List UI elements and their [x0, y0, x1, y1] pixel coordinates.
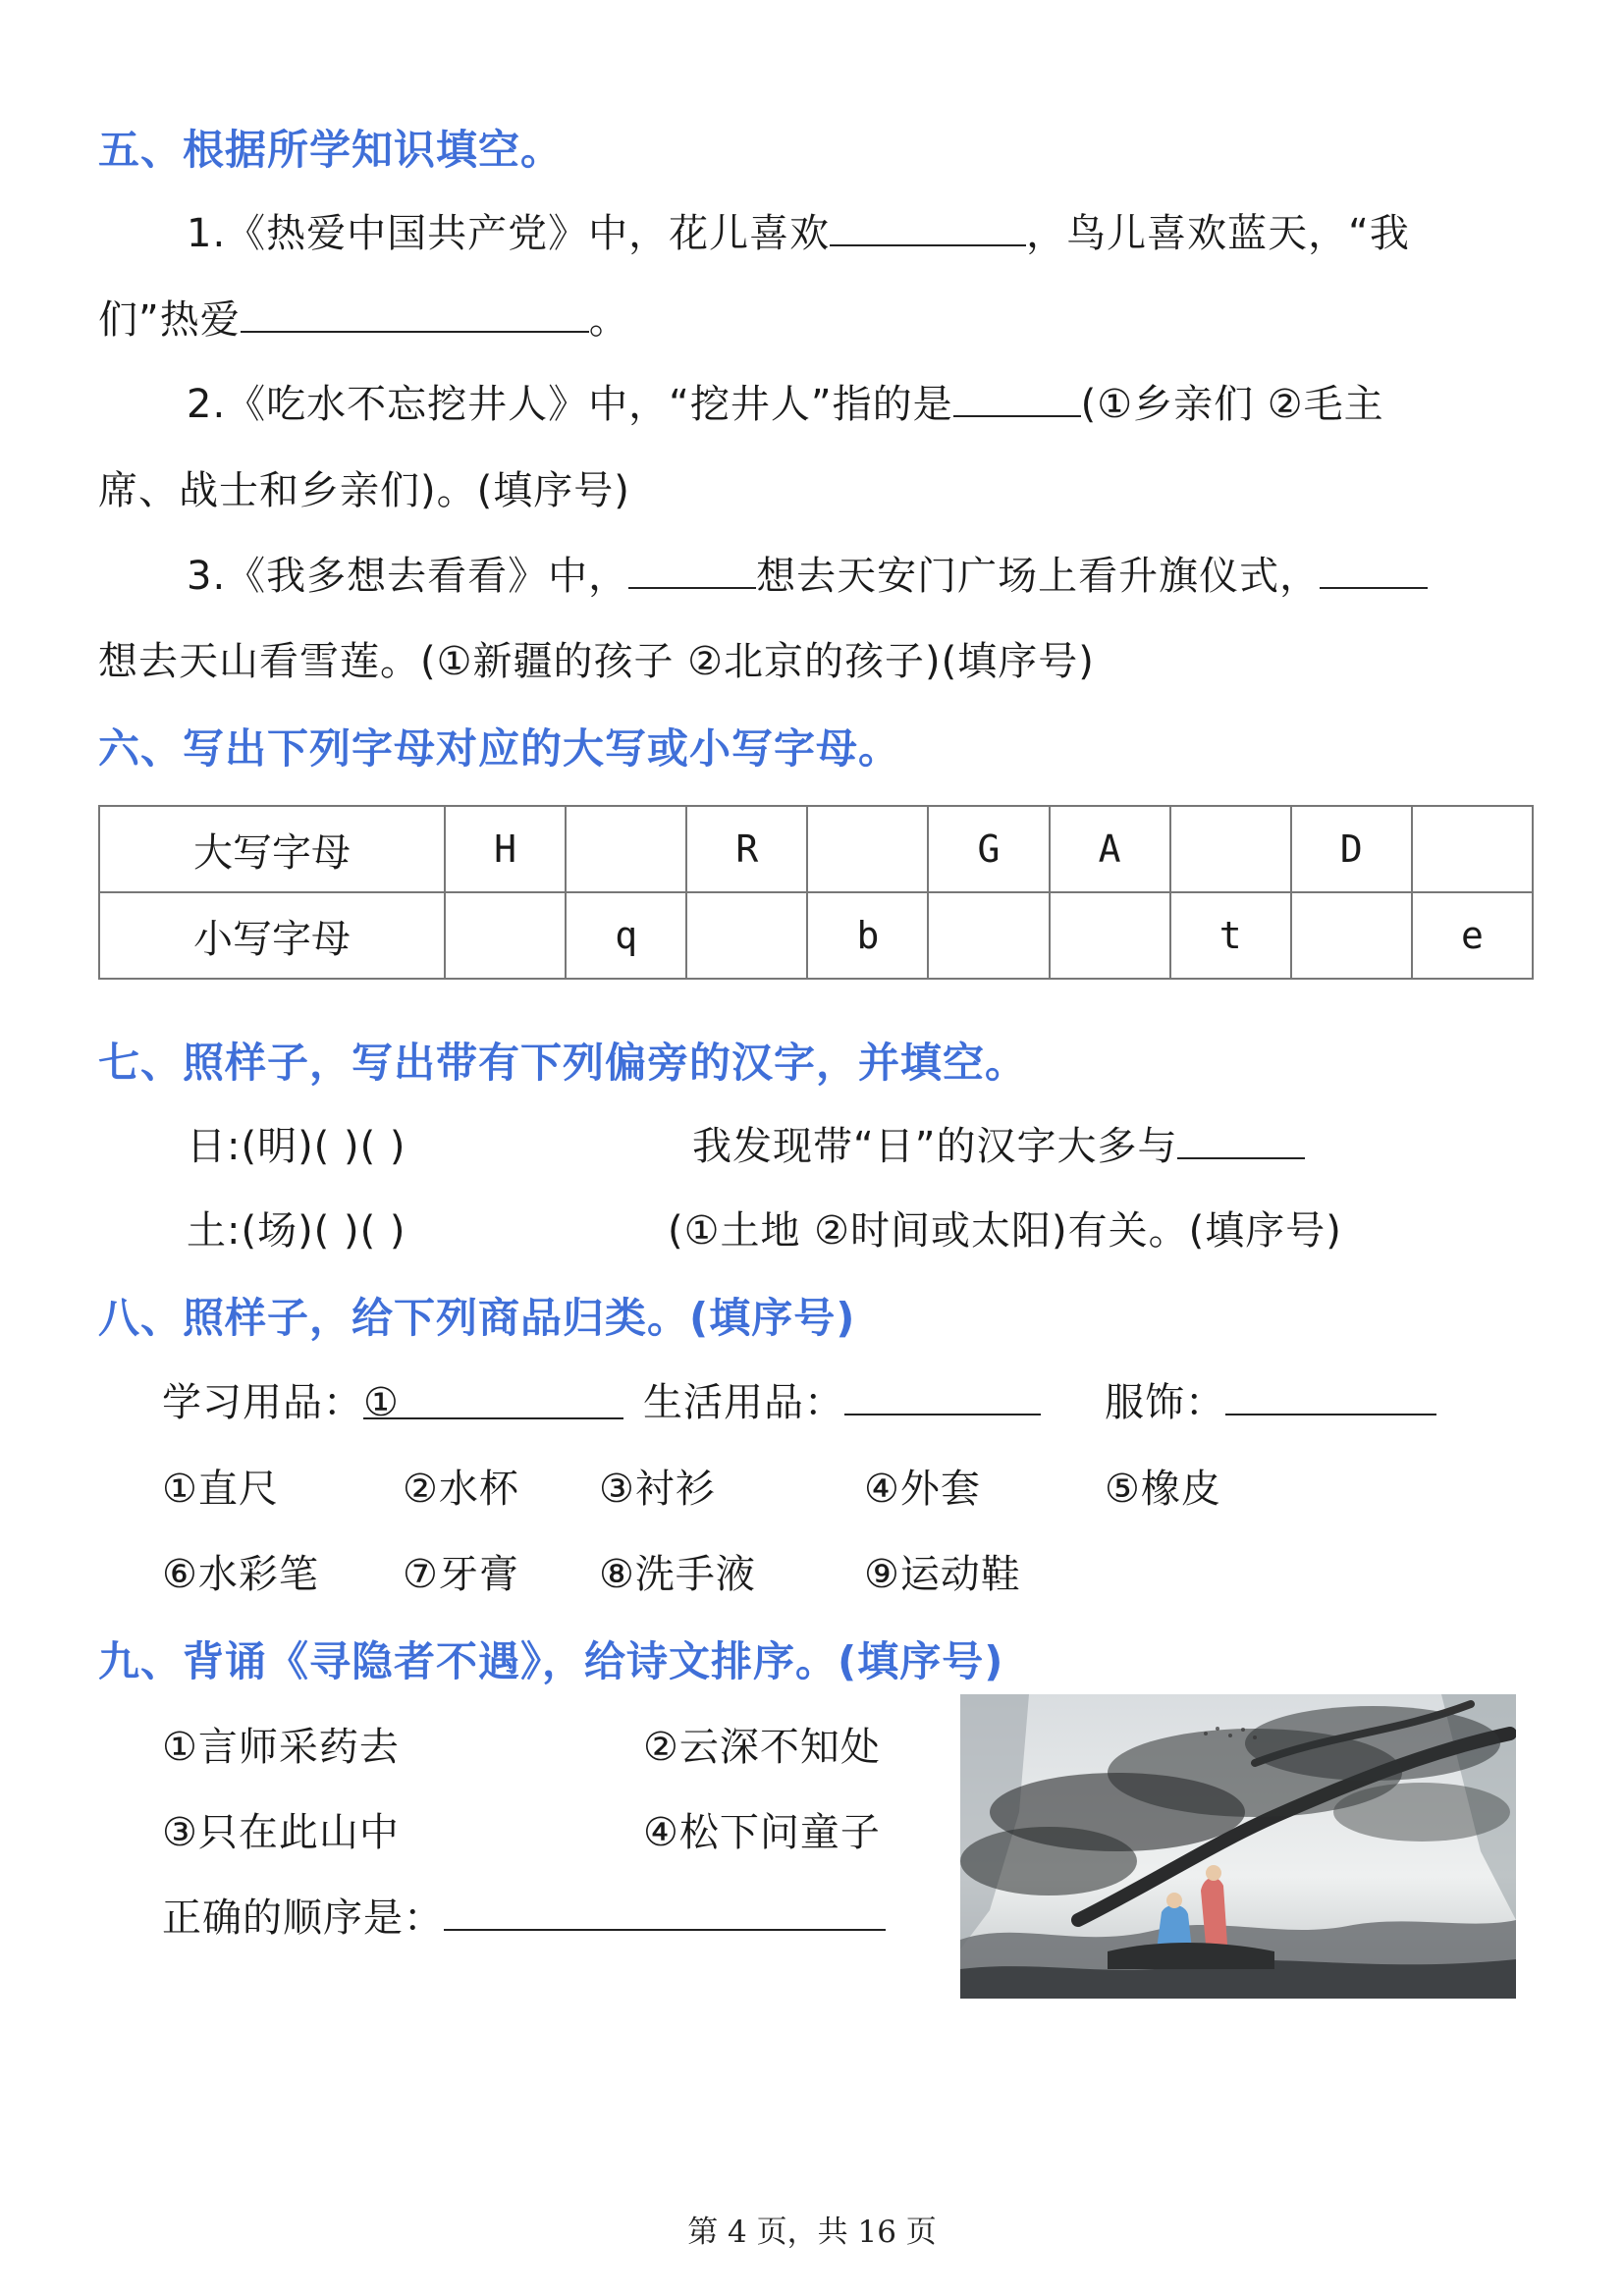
letter-cell[interactable]	[807, 806, 928, 892]
item-8: ⑧洗手液	[599, 1552, 756, 1597]
poem-line-3: ③只在此山中	[162, 1810, 400, 1855]
answer-blank-daily[interactable]	[844, 1376, 1041, 1415]
poem-line-2: ②云深不知处	[643, 1725, 881, 1770]
letter-cell[interactable]: G	[928, 806, 1049, 892]
radical-row-earth: 土:(场)( )( )	[187, 1208, 406, 1254]
row-label-lower: 小写字母	[99, 892, 445, 979]
category-study: 学习用品：①	[162, 1371, 623, 1427]
question-5-2: 2.《吃水不忘挖井人》中，“挖井人”指的是 (①乡亲们 ②毛主	[187, 373, 1384, 429]
letter-cell[interactable]	[1291, 892, 1412, 979]
row-label-upper: 大写字母	[99, 806, 445, 892]
answer-blank-study[interactable]: ①	[363, 1380, 623, 1419]
letter-cell[interactable]: e	[1412, 892, 1533, 979]
answer-blank[interactable]	[830, 207, 1026, 246]
question-5-1-cont: 们”热爱 。	[98, 289, 629, 345]
letter-cell[interactable]	[1170, 806, 1291, 892]
section-8-heading: 八、照样子，给下列商品归类。(填序号)	[98, 1294, 856, 1342]
item-5: ⑤橡皮	[1105, 1467, 1221, 1512]
table-row-lower	[99, 892, 1533, 979]
question-5-3: 3.《我多想去看看》中， 想去天安门广场上看升旗仪式，	[187, 545, 1428, 601]
answer-blank[interactable]	[953, 378, 1081, 417]
section-9-heading: 九、背诵《寻隐者不遇》，给诗文排序。(填序号)	[98, 1637, 1004, 1685]
category-daily: 生活用品：	[643, 1371, 1041, 1427]
answer-blank[interactable]	[1177, 1120, 1305, 1159]
letter-cell[interactable]	[1412, 806, 1533, 892]
radical-options: (①土地 ②时间或太阳)有关。(填序号)	[668, 1208, 1342, 1254]
section-6-heading: 六、写出下列字母对应的大写或小写字母。	[98, 724, 901, 773]
letter-cell[interactable]	[1050, 892, 1170, 979]
question-5-3-cont: 想去天山看雪莲。(①新疆的孩子 ②北京的孩子)(填序号)	[98, 639, 1095, 684]
section-5-heading: 五、根据所学知识填空。	[98, 126, 564, 174]
poem-line-1: ①言师采药去	[162, 1725, 400, 1770]
question-5-1: 1.《热爱中国共产党》中，花儿喜欢 ，鸟儿喜欢蓝天，“我	[187, 202, 1410, 258]
poem-line-4: ④松下问童子	[643, 1810, 881, 1855]
page-footer: 第 4 页，共 16 页	[687, 2215, 937, 2250]
letter-cell[interactable]: b	[807, 892, 928, 979]
letter-cell[interactable]	[566, 806, 686, 892]
letter-cell[interactable]: t	[1170, 892, 1291, 979]
poem-order: 正确的顺序是：	[162, 1887, 886, 1943]
radical-row-sun: 日:(明)( )( )	[187, 1124, 406, 1169]
letter-cell[interactable]: q	[566, 892, 686, 979]
letter-cell[interactable]	[686, 892, 807, 979]
letter-cell[interactable]: R	[686, 806, 807, 892]
radical-conclusion: 我发现带“日”的汉字大多与	[692, 1115, 1305, 1171]
item-4: ④外套	[864, 1467, 981, 1512]
item-1: ①直尺	[162, 1467, 279, 1512]
letter-cell[interactable]: A	[1050, 806, 1170, 892]
answer-blank[interactable]	[1320, 550, 1428, 589]
ink-painting-image	[960, 1694, 1516, 1999]
answer-blank[interactable]	[628, 550, 756, 589]
item-9: ⑨运动鞋	[864, 1552, 1021, 1597]
letter-cell[interactable]: D	[1291, 806, 1412, 892]
item-3: ③衬衫	[599, 1467, 716, 1512]
answer-blank-order[interactable]	[444, 1892, 886, 1931]
answer-blank[interactable]	[241, 294, 589, 333]
letter-cell[interactable]: H	[445, 806, 566, 892]
letter-cell[interactable]	[445, 892, 566, 979]
letter-cell[interactable]	[928, 892, 1049, 979]
item-6: ⑥水彩笔	[162, 1552, 319, 1597]
answer-blank-clothing[interactable]	[1225, 1376, 1436, 1415]
letter-table	[98, 805, 1534, 980]
section-7-heading: 七、照样子，写出带有下列偏旁的汉字，并填空。	[98, 1039, 1028, 1087]
question-5-2-cont: 席、战士和乡亲们)。(填序号)	[98, 468, 630, 513]
item-2: ②水杯	[403, 1467, 519, 1512]
item-7: ⑦牙膏	[403, 1552, 519, 1597]
category-clothing: 服饰：	[1105, 1371, 1436, 1427]
table-row-upper	[99, 806, 1533, 892]
